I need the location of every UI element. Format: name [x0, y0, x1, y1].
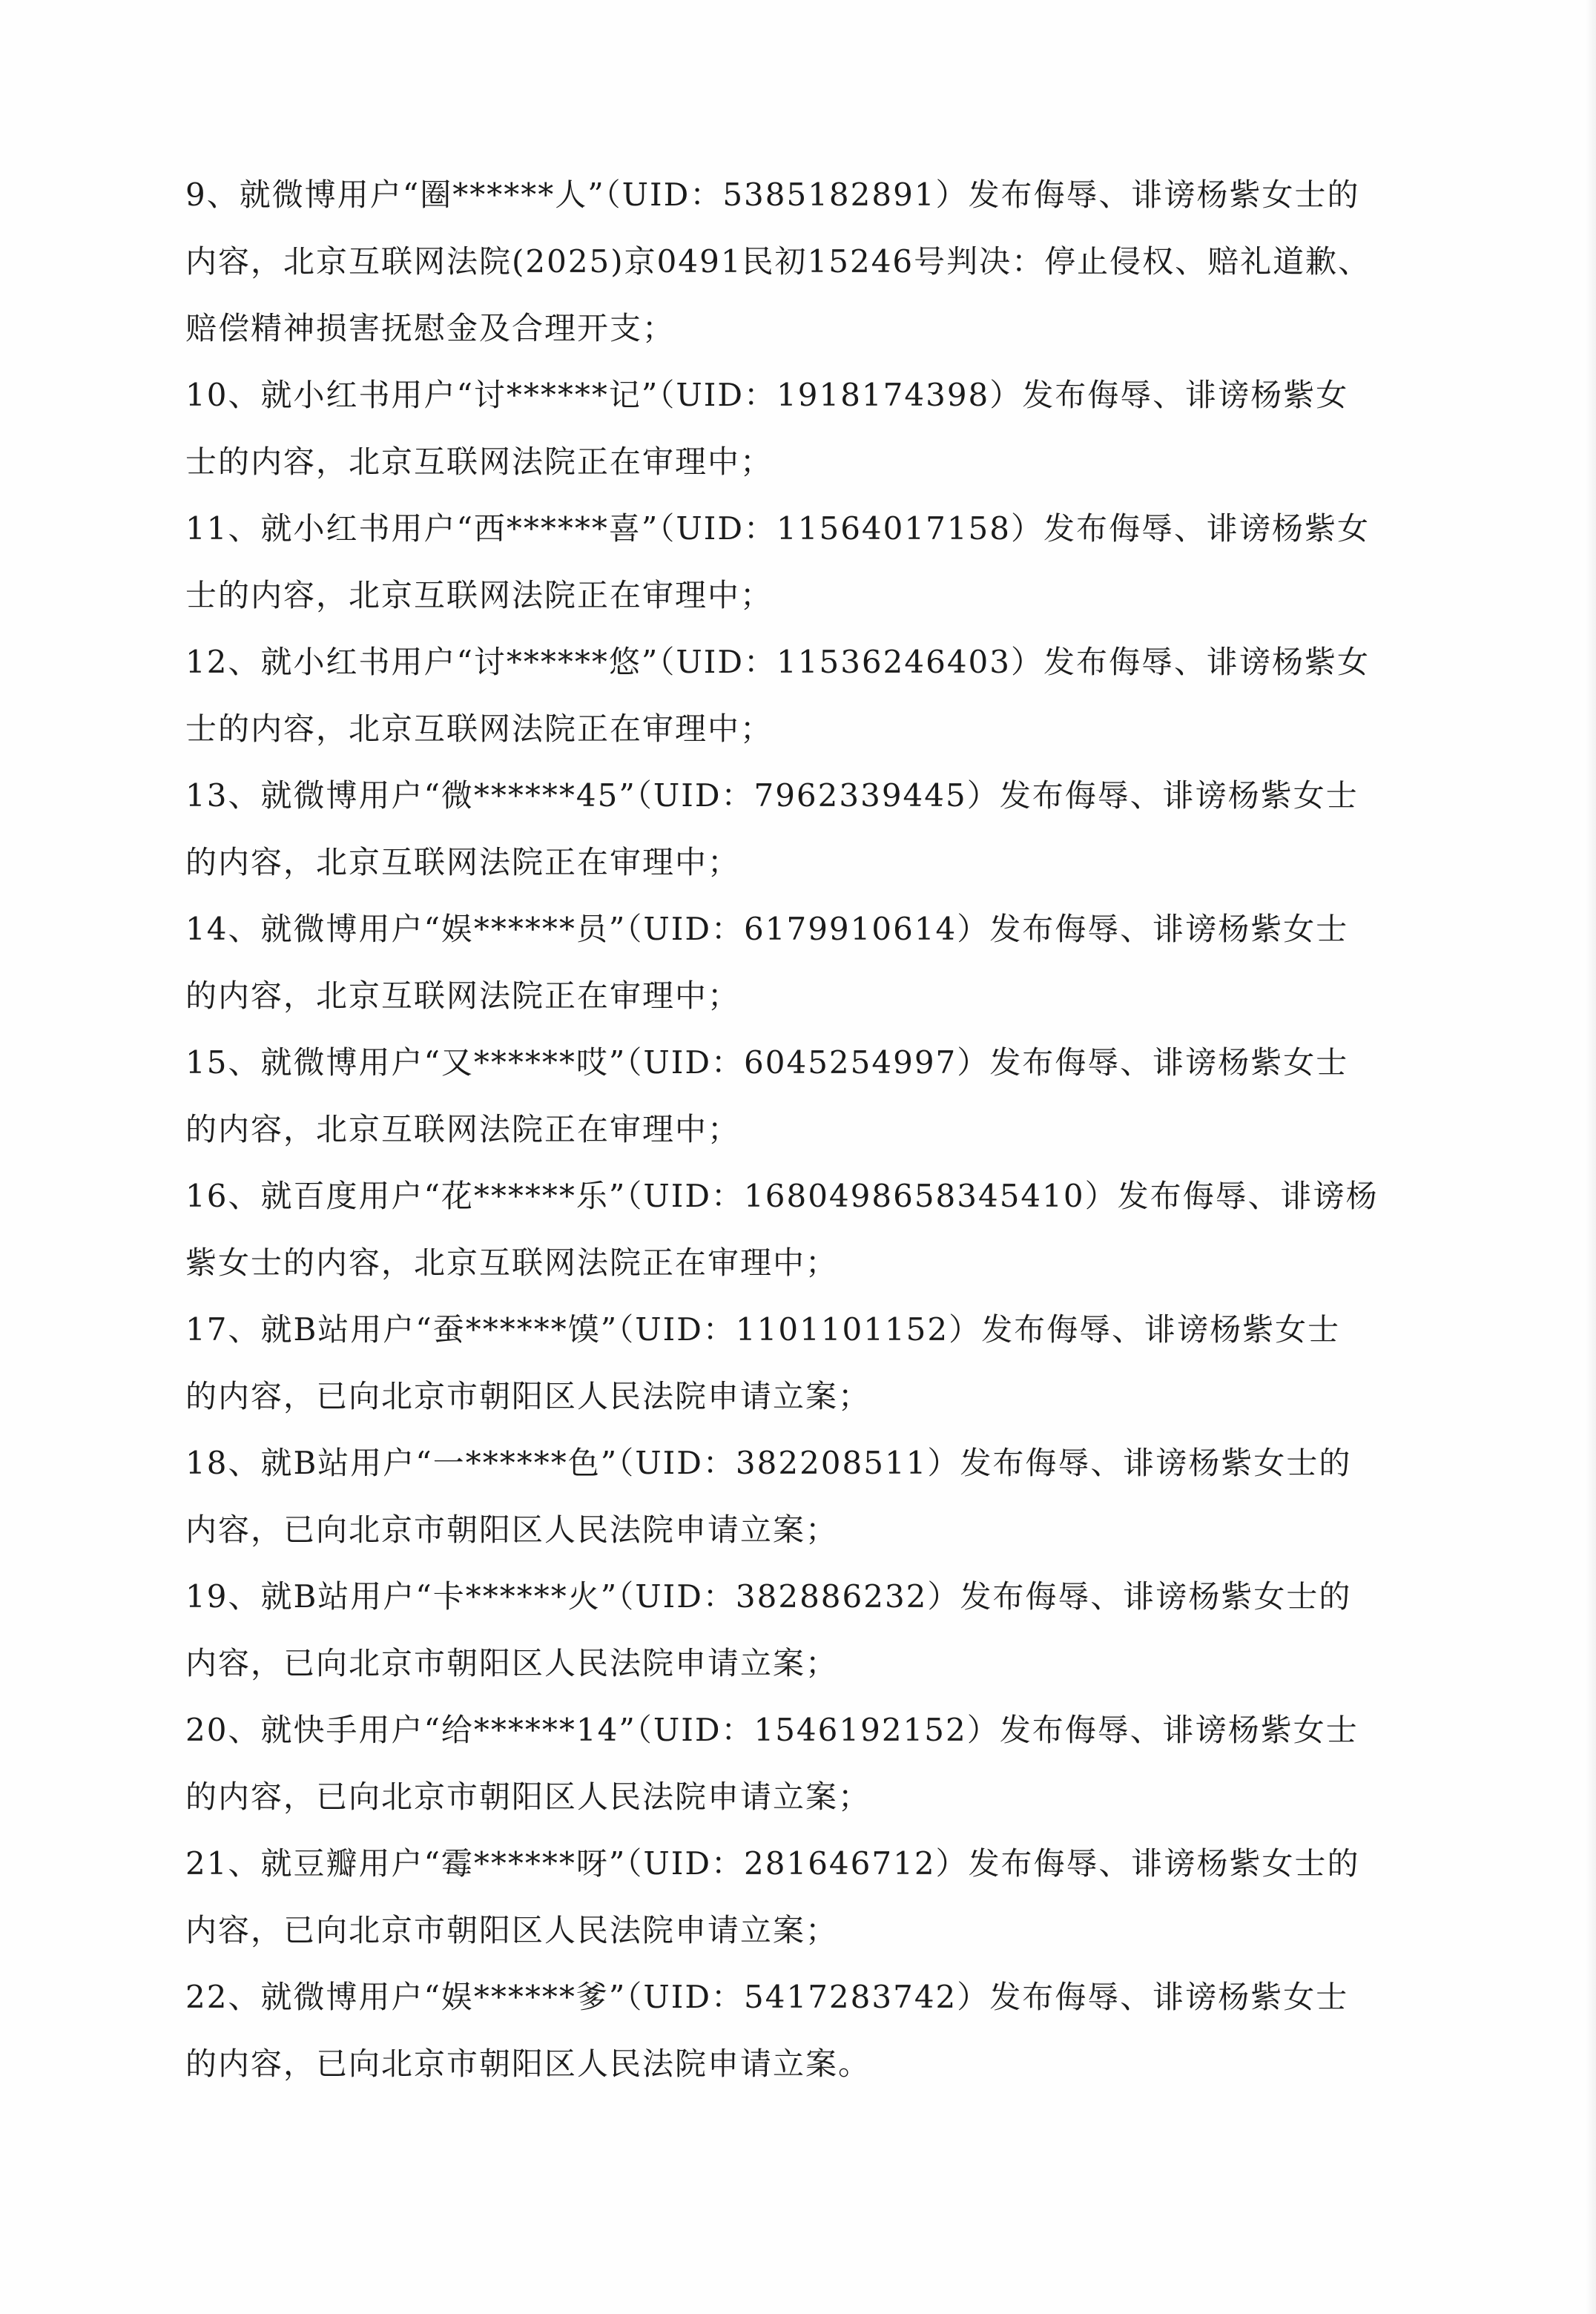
list-item-line: 紫女士的内容，北京互联网法院正在审理中； [185, 1245, 839, 1281]
list-item-line: 10、就小红书用户“讨******记”（UID：1918174398）发布侮辱、诽谤杨紫女 [185, 377, 1349, 413]
list-item-line: 13、就微博用户“微******45”（UID：7962339445）发布侮辱、诽谤杨紫女士 [185, 777, 1359, 814]
list-item-20 [185, 1697, 1372, 1830]
list-item-line: 16、就百度用户“花******乐”（UID：1680498658345410）发布侮辱、诽谤杨 [185, 1178, 1379, 1214]
list-item-line: 20、就快手用户“给******14”（UID：1546192152）发布侮辱、诽谤杨紫女士 [185, 1712, 1359, 1748]
list-item-16 [185, 1163, 1379, 1296]
list-item-line: 的内容，北京互联网法院正在审理中； [185, 978, 741, 1014]
list-item-9 [185, 162, 1372, 362]
list-item-line: 14、就微博用户“娱******员”（UID：6179910614）发布侮辱、诽谤杨紫女士 [185, 911, 1349, 947]
list-item-line: 赔偿精神损害抚慰金及合理开支； [185, 310, 676, 346]
list-item-line: 内容，已向北京市朝阳区人民法院申请立案； [185, 1645, 839, 1681]
list-item-line: 内容，北京互联网法院(2025)京0491民初15246号判决：停止侵权、赔礼道歉、 [185, 243, 1371, 280]
list-item-19 [185, 1563, 1372, 1697]
list-item-line: 15、就微博用户“又******哎”（UID：6045254997）发布侮辱、诽谤杨紫女士 [185, 1044, 1349, 1081]
list-item-line: 的内容，已向北京市朝阳区人民法院申请立案； [185, 1378, 871, 1414]
list-item-13 [185, 762, 1372, 896]
list-item-11 [185, 495, 1372, 629]
list-item-line: 士的内容，北京互联网法院正在审理中； [185, 444, 774, 480]
document-body [185, 162, 1379, 2097]
list-item-line: 的内容，已向北京市朝阳区人民法院申请立案； [185, 1779, 871, 1815]
list-item-14 [185, 896, 1372, 1029]
list-item-21 [185, 1830, 1372, 1964]
list-item-line: 士的内容，北京互联网法院正在审理中； [185, 577, 774, 613]
list-item-line: 9、就微博用户“圈******人”（UID：5385182891）发布侮辱、诽谤杨紫女士的 [185, 177, 1360, 213]
list-item-line: 19、就B站用户“卡******火”（UID：382886232）发布侮辱、诽谤杨紫女士的 [185, 1578, 1352, 1615]
list-item-15 [185, 1029, 1372, 1163]
list-item-10 [185, 362, 1372, 495]
list-item-line: 的内容，北京互联网法院正在审理中； [185, 844, 741, 880]
list-item-12 [185, 629, 1372, 762]
list-item-17 [185, 1296, 1372, 1430]
list-item-line: 内容，已向北京市朝阳区人民法院申请立案； [185, 1512, 839, 1548]
list-item-line: 12、就小红书用户“讨******悠”（UID：11536246403）发布侮辱、诽谤杨紫女 [185, 644, 1370, 680]
list-item-line: 内容，已向北京市朝阳区人民法院申请立案； [185, 1912, 839, 1948]
list-item-18 [185, 1430, 1372, 1563]
list-item-line: 22、就微博用户“娱******爹”（UID：5417283742）发布侮辱、诽谤杨紫女士 [185, 1979, 1349, 2015]
list-item-line: 18、就B站用户“一******色”（UID：382208511）发布侮辱、诽谤杨紫女士的 [185, 1445, 1352, 1481]
list-item-line: 11、就小红书用户“西******喜”（UID：11564017158）发布侮辱、诽谤杨紫女 [185, 510, 1370, 547]
list-item-line: 的内容，北京互联网法院正在审理中； [185, 1111, 741, 1147]
list-item-22 [185, 1964, 1372, 2097]
list-item-line: 士的内容，北京互联网法院正在审理中； [185, 711, 774, 747]
list-item-line: 17、就B站用户“蚕******馍”（UID：1101101152）发布侮辱、诽谤杨紫女士 [185, 1311, 1341, 1348]
list-item-line: 的内容，已向北京市朝阳区人民法院申请立案。 [185, 2046, 871, 2082]
list-item-line: 21、就豆瓣用户“霉******呀”（UID：281646712）发布侮辱、诽谤杨紫女士的 [185, 1845, 1360, 1882]
